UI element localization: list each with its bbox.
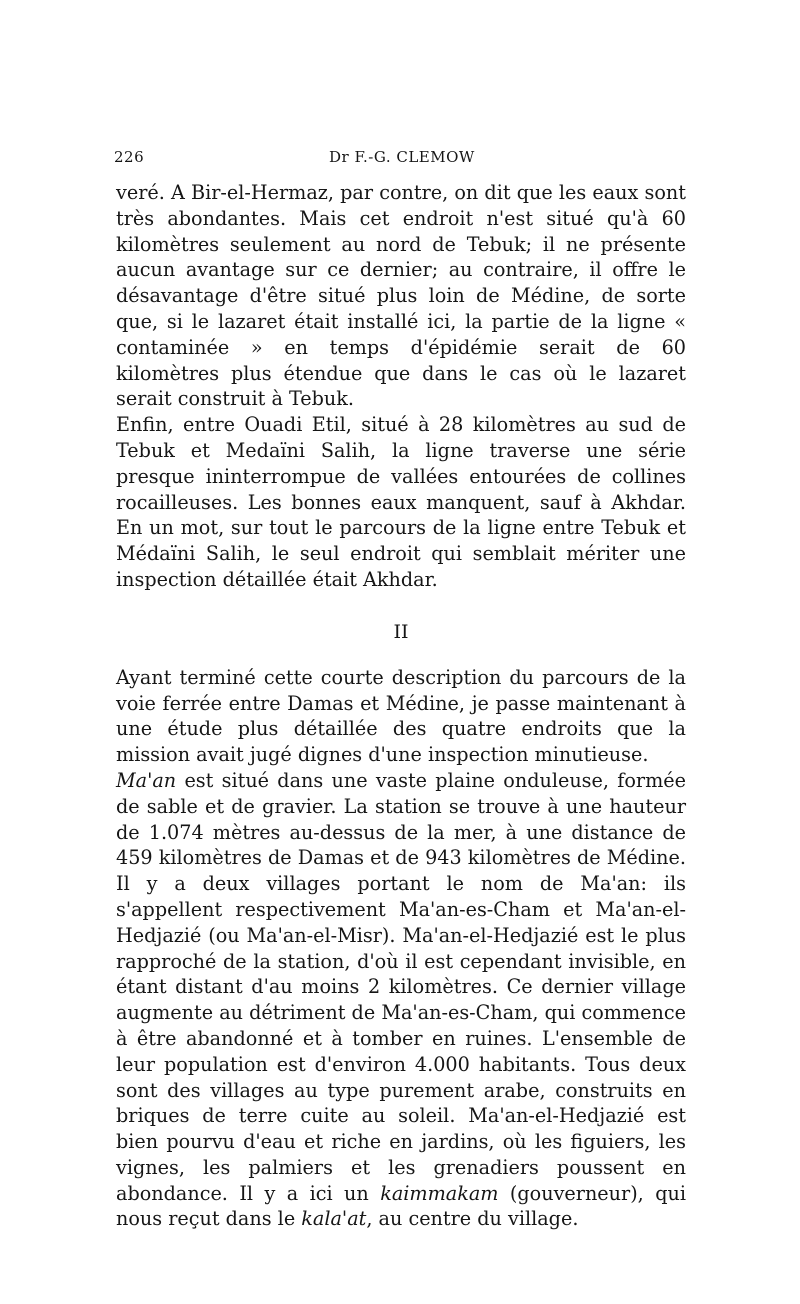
italic-place-name: Ma'an (116, 768, 177, 792)
italic-kalaat: kala'at (301, 1207, 367, 1231)
page-number: 226 (114, 148, 145, 166)
italic-kaimmakam: kaimmakam (380, 1181, 499, 1205)
paragraph-4-end: , au centre du village. (366, 1207, 579, 1231)
paragraph-3: Ayant terminé cette courte description du parcours de la voie ferrée entre Damas et Médine, je passe maintenant à une étude plus détaillée des quatre endroits que la mission avait jugé dignes d'une inspection minutieuse. (116, 665, 686, 767)
running-head (114, 148, 694, 172)
paragraph-4-mid: (gouverneur), qui nous reçut dans le (116, 1181, 686, 1231)
body-text (116, 180, 686, 1232)
paragraph-4-text: est situé dans une vaste plaine onduleuse, formée de sable et de gravier. La station se trouve à une hauteur de 1.074 mètres au-dessus de la mer, à une distance de 459 kilomètres de Damas et de 943 kilomètres de Médine. Il y a deux villages portant le nom de Ma'an: ils s'appellent respectivement Ma'an-es-Cham et Ma'an-el-Hedjazié (ou Ma'an-el-Misr). Ma'an-el-Hedjazié est le plus rapproché de la station, d'où il est cependant invisible, en étant distant d'au moins 2 kilomètres. Ce dernier village augmente au détriment de Ma'an-es-Cham, qui commence à être abandonné et à tomber en ruines. L'ensemble de leur population est d'environ 4.000 habitants. Tous deux sont des villages au type purement arabe, construits en briques de terre cuite au soleil. Ma'an-el-Hedjazié est bien pourvu d'eau et riche en jardins, où les figuiers, les vignes, les palmiers et les grenadiers poussent en abondance. Il y a ici un (116, 768, 686, 1205)
section-heading: II (393, 620, 409, 643)
paragraph-2: Enfin, entre Ouadi Etil, situé à 28 kilomètres au sud de Tebuk et Medaïni Salih, la ligne traverse une série presque ininterrompue de vallées entourées de collines rocailleuses. Les bonnes eaux manquent, sauf à Akhdar. En un mot, sur tout le parcours de la ligne entre Tebuk et Médaïni Salih, le seul endroit qui semblait mériter une inspection détaillée était Akhdar. (116, 413, 686, 591)
paragraph-4 (116, 768, 686, 1232)
paragraph-1: veré. A Bir-el-Hermaz, par contre, on dit que les eaux sont très abondantes. Mais cet endroit n'est situé qu'à 60 kilomètres seulement au nord de Tebuk; il ne présente aucun avantage sur ce dernier; au contraire, il offre le désavantage d'être situé plus loin de Médine, de sorte que, si le lazaret était installé ici, la partie de la ligne « contaminée » en temps d'épidémie serait de 60 kilomètres plus étendue que dans le cas où le lazaret serait construit à Tebuk. (116, 181, 686, 411)
header-title: Dr F.-G. CLEMOW (329, 148, 475, 166)
